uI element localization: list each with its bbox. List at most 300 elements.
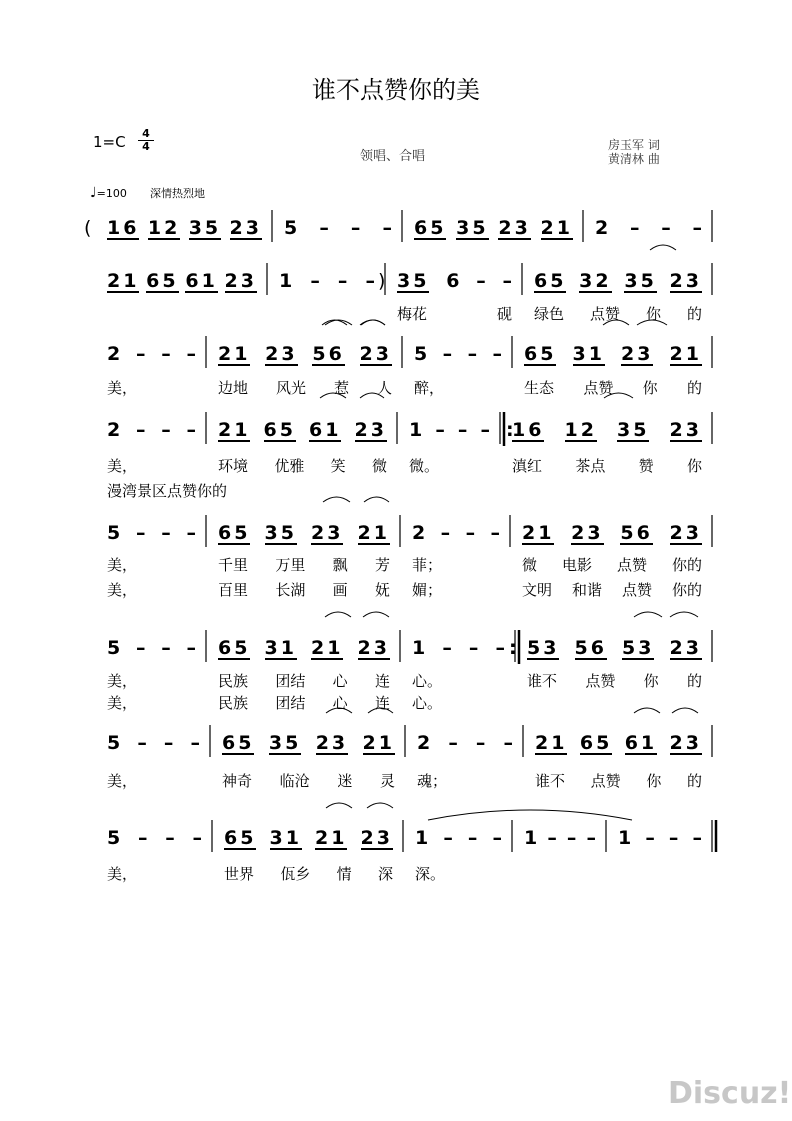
measure-notes bbox=[527, 638, 702, 660]
lyric-word: 心 bbox=[332, 694, 348, 712]
lyric-word: 微 bbox=[522, 556, 538, 574]
note-group: – bbox=[442, 343, 453, 365]
note-group: 53 bbox=[527, 637, 560, 659]
note-group: 5 bbox=[107, 637, 121, 659]
note-group: – bbox=[186, 637, 196, 659]
note-group: 23 bbox=[359, 343, 392, 365]
note-group: 21 bbox=[357, 522, 390, 544]
lyric-word: 点赞 bbox=[167, 482, 198, 500]
lyric-word: 飘 bbox=[332, 556, 348, 574]
lyric-word: 百里 bbox=[218, 581, 249, 599]
measure-notes bbox=[618, 828, 702, 848]
note-group: – bbox=[440, 522, 451, 544]
lyric-text bbox=[397, 303, 512, 324]
lyric-text bbox=[522, 554, 702, 575]
note-group: 21 bbox=[218, 343, 251, 365]
lyric-word: 的 bbox=[686, 772, 702, 790]
note-group: – bbox=[502, 270, 512, 292]
note-group: – bbox=[629, 217, 640, 239]
note-group: 23 bbox=[498, 217, 531, 239]
lyric-word: 微 bbox=[371, 457, 387, 475]
lyric-word: 万里 bbox=[275, 556, 306, 574]
note-group: 21 bbox=[669, 343, 702, 365]
note-group: – bbox=[492, 827, 502, 849]
note-group: 23 bbox=[354, 419, 387, 441]
note-group: – bbox=[165, 827, 175, 849]
lyric-word: 醉， bbox=[414, 379, 445, 397]
note-group: 61 bbox=[309, 419, 342, 441]
measure-notes bbox=[218, 420, 387, 442]
note-group: – bbox=[190, 732, 200, 754]
slur bbox=[634, 612, 662, 617]
measure-notes bbox=[417, 733, 513, 753]
measure-notes bbox=[107, 828, 202, 848]
note-group: – bbox=[476, 270, 486, 292]
note-group: 23 bbox=[669, 419, 702, 441]
note-group: – bbox=[161, 522, 171, 544]
note-group: 12 bbox=[147, 217, 181, 239]
lyric-text bbox=[535, 770, 702, 791]
note-group: 35 bbox=[456, 217, 489, 239]
measure-notes bbox=[535, 733, 702, 755]
note-group: 56 bbox=[574, 637, 607, 659]
note-group: – bbox=[161, 637, 171, 659]
lyric-word: 你的 bbox=[671, 556, 702, 574]
lyric-text bbox=[218, 692, 390, 713]
lyric-text bbox=[414, 377, 502, 398]
lyric-word: 滇红 bbox=[512, 457, 543, 475]
quarter-note-icon: ♩ bbox=[90, 185, 97, 201]
measure-notes bbox=[107, 271, 257, 293]
measure-notes bbox=[414, 344, 502, 364]
lyric-text bbox=[415, 863, 502, 884]
time-signature-top: 4 bbox=[142, 127, 150, 140]
lyric-word: 情 bbox=[336, 865, 352, 883]
measure-notes bbox=[415, 828, 502, 848]
measure-notes bbox=[412, 638, 505, 658]
note-group: 61 bbox=[624, 732, 658, 754]
note-group: – bbox=[457, 419, 468, 441]
lyric-word: 神奇 bbox=[222, 772, 253, 790]
lyric-text bbox=[522, 579, 702, 600]
lyric-word: 美， bbox=[107, 379, 138, 397]
note-group: 56 bbox=[312, 343, 345, 365]
measure-notes bbox=[107, 733, 200, 753]
measure-notes bbox=[284, 218, 392, 238]
note-group: 23 bbox=[571, 522, 604, 544]
note-group: 21 bbox=[311, 637, 344, 659]
note-group: 2 bbox=[107, 343, 121, 365]
note-group: 23 bbox=[669, 732, 702, 754]
note-group: 65 bbox=[218, 637, 251, 659]
measure-notes bbox=[218, 523, 390, 545]
lyric-word: 世界 bbox=[224, 865, 255, 883]
lyric-word: 的 bbox=[686, 379, 702, 397]
lyric-word: 点赞 bbox=[585, 672, 616, 690]
note-group: – bbox=[465, 522, 476, 544]
note-group: – bbox=[135, 343, 146, 365]
measure-notes bbox=[397, 271, 512, 293]
measure-notes bbox=[595, 218, 702, 238]
lyric-word: 连 bbox=[374, 672, 390, 690]
note-group: 2 bbox=[412, 522, 426, 544]
note-group: – bbox=[135, 522, 146, 544]
note-group: 35 bbox=[617, 419, 650, 441]
lyric-text bbox=[218, 554, 390, 575]
lyric-word: 生态 bbox=[524, 379, 555, 397]
note-group: 21 bbox=[362, 732, 395, 754]
note-group: 32 bbox=[579, 270, 612, 292]
note-group: 1 bbox=[524, 827, 538, 849]
note-group: – bbox=[586, 827, 596, 849]
note-group: 23 bbox=[357, 637, 390, 659]
note-group: – bbox=[668, 827, 679, 849]
note-group: 65 bbox=[146, 270, 179, 292]
lyric-word: 你的 bbox=[197, 482, 228, 500]
lyric-word: 迷 bbox=[337, 772, 353, 790]
slur bbox=[326, 803, 352, 808]
lyric-text bbox=[107, 377, 196, 398]
lyric-word: 谁不 bbox=[527, 672, 558, 690]
note-group: 65 bbox=[263, 419, 296, 441]
note-group: – bbox=[645, 827, 655, 849]
note-group: – bbox=[492, 343, 502, 365]
note-group: – bbox=[443, 827, 453, 849]
note-group: 65 bbox=[534, 270, 567, 292]
measure-notes bbox=[412, 523, 500, 543]
lyric-word: 笑 bbox=[330, 457, 346, 475]
lyric-word: 点赞 bbox=[616, 556, 647, 574]
lyricist-credit: 房玉军 词 bbox=[608, 138, 660, 152]
note-group: – bbox=[480, 419, 490, 441]
note-group: – bbox=[186, 419, 196, 441]
lyric-word: 连 bbox=[374, 694, 390, 712]
repeat-end-dots: : bbox=[509, 637, 517, 659]
note-group: – bbox=[350, 217, 361, 239]
note-group: – bbox=[365, 270, 375, 292]
note-group: 21 bbox=[218, 419, 251, 441]
lyric-text bbox=[107, 692, 196, 713]
slur bbox=[634, 708, 660, 713]
slur bbox=[323, 497, 350, 502]
note-group: 6 bbox=[446, 270, 460, 292]
lyric-word: 景区 bbox=[137, 482, 168, 500]
note-group: 21 bbox=[535, 732, 568, 754]
measure-notes bbox=[218, 638, 390, 660]
lyric-word: 风光 bbox=[275, 379, 306, 397]
note-group: – bbox=[161, 419, 171, 441]
lyric-word: 微。 bbox=[409, 457, 440, 475]
measure-notes bbox=[524, 828, 596, 848]
note-group: 5 bbox=[107, 522, 121, 544]
lyric-word: 的 bbox=[686, 672, 702, 690]
note-group: 65 bbox=[224, 827, 257, 849]
measure-notes bbox=[522, 523, 702, 545]
lyric-text bbox=[527, 670, 702, 691]
lyric-word: 点赞 bbox=[621, 581, 652, 599]
lyric-text bbox=[534, 303, 702, 324]
note-group: 23 bbox=[265, 343, 298, 365]
lyric-word: 赞 bbox=[638, 457, 654, 475]
lyric-text bbox=[107, 770, 200, 791]
note-group: 16 bbox=[512, 419, 545, 441]
note-group: 12 bbox=[564, 419, 597, 441]
note-group: – bbox=[337, 270, 348, 292]
close-paren: ) bbox=[378, 270, 386, 292]
slur bbox=[650, 245, 676, 250]
note-group: 23 bbox=[669, 270, 702, 292]
note-group: 21 bbox=[315, 827, 348, 849]
measure-notes bbox=[279, 271, 375, 291]
note-group: 31 bbox=[269, 827, 302, 849]
note-group: 35 bbox=[268, 732, 302, 754]
note-group: 35 bbox=[188, 217, 222, 239]
note-group: – bbox=[163, 732, 174, 754]
song-title: 谁不点赞你的美 bbox=[312, 76, 480, 104]
note-group: 31 bbox=[264, 637, 297, 659]
lyric-word: 民族 bbox=[218, 694, 249, 712]
note-group: – bbox=[135, 419, 146, 441]
measure-notes bbox=[224, 828, 393, 850]
note-group: 1 bbox=[279, 270, 293, 292]
lyric-text bbox=[512, 455, 702, 476]
note-group: – bbox=[192, 827, 202, 849]
note-group: 16 bbox=[107, 217, 140, 239]
note-group: 23 bbox=[669, 522, 702, 544]
lyric-word: 点赞 bbox=[590, 772, 621, 790]
note-group: – bbox=[467, 343, 478, 365]
lyric-word: 心。 bbox=[412, 672, 443, 690]
note-group: – bbox=[382, 217, 392, 239]
lyric-word: 文明 bbox=[522, 581, 553, 599]
lyric-word: 媚； bbox=[412, 581, 443, 599]
measure-notes bbox=[414, 218, 573, 240]
lyric-word: 点赞 bbox=[583, 379, 614, 397]
note-group: 35 bbox=[624, 270, 657, 292]
lyric-word: 的 bbox=[686, 305, 702, 323]
lyric-word: 临沧 bbox=[279, 772, 310, 790]
note-group: – bbox=[495, 637, 505, 659]
lyric-text bbox=[218, 377, 392, 398]
slur bbox=[363, 612, 389, 617]
lyric-word: 绿色 bbox=[534, 305, 565, 323]
note-group: – bbox=[468, 637, 479, 659]
lyric-word: 点赞 bbox=[589, 305, 620, 323]
watermark: Discuz! bbox=[668, 1076, 792, 1111]
expression-mark: 深情热烈地 bbox=[150, 187, 205, 200]
note-group: 61 bbox=[185, 270, 218, 292]
lyric-word: 你 bbox=[646, 772, 662, 790]
lyric-word: 砚 bbox=[496, 305, 512, 323]
lyric-text bbox=[107, 455, 196, 476]
note-group: 23 bbox=[311, 522, 344, 544]
lyric-word: 你 bbox=[686, 457, 702, 475]
lyric-word: 灵 bbox=[379, 772, 395, 790]
lyric-text bbox=[417, 770, 513, 791]
note-group: – bbox=[475, 732, 486, 754]
note-group: – bbox=[490, 522, 500, 544]
note-group: – bbox=[692, 217, 702, 239]
lyric-word: 深 bbox=[377, 865, 393, 883]
key-signature: 1=C bbox=[93, 133, 126, 151]
note-group: 65 bbox=[414, 217, 447, 239]
lyric-word: 美， bbox=[107, 556, 138, 574]
slur bbox=[364, 497, 389, 502]
tie bbox=[428, 810, 632, 820]
lyric-word: 美， bbox=[107, 772, 138, 790]
note-group: 5 bbox=[107, 827, 121, 849]
note-group: 2 bbox=[107, 419, 121, 441]
note-group: 5 bbox=[284, 217, 298, 239]
lyric-word: 你的 bbox=[671, 581, 702, 599]
lyric-text bbox=[412, 692, 505, 713]
note-group: – bbox=[186, 343, 196, 365]
lyric-word: 芳 bbox=[374, 556, 390, 574]
lyric-word: 魂； bbox=[417, 772, 448, 790]
lyric-word: 佤乡 bbox=[280, 865, 311, 883]
lyric-word: 团结 bbox=[275, 694, 306, 712]
lyric-word: 美， bbox=[107, 694, 138, 712]
note-group: 53 bbox=[622, 637, 655, 659]
lyric-word: 你 bbox=[645, 305, 661, 323]
note-group: 65 bbox=[524, 343, 557, 365]
measure-notes bbox=[107, 523, 196, 543]
lyric-text bbox=[218, 579, 390, 600]
lyric-text bbox=[107, 863, 202, 884]
lyric-word: 千里 bbox=[218, 556, 249, 574]
lyric-word: 电影 bbox=[561, 556, 592, 574]
lyric-word: 画 bbox=[332, 581, 348, 599]
measure-notes bbox=[524, 344, 702, 366]
lyric-text bbox=[409, 455, 490, 476]
note-group: 21 bbox=[540, 217, 573, 239]
lyric-word: 心。 bbox=[412, 694, 443, 712]
note-group: – bbox=[319, 217, 329, 239]
lyric-word: 美， bbox=[107, 865, 138, 883]
lyric-word: 惹 bbox=[333, 379, 349, 397]
note-group: 2 bbox=[417, 732, 431, 754]
lyric-word: 心 bbox=[332, 672, 348, 690]
lyric-text bbox=[107, 480, 228, 501]
note-group: 1 bbox=[409, 419, 423, 441]
tempo-value: =100 bbox=[96, 187, 127, 200]
time-signature-bottom: 4 bbox=[138, 140, 154, 153]
note-group: – bbox=[566, 827, 577, 849]
note-group: – bbox=[186, 522, 196, 544]
lyric-text bbox=[524, 377, 702, 398]
lyric-text bbox=[412, 579, 500, 600]
note-group: 5 bbox=[414, 343, 428, 365]
note-group: 2 bbox=[595, 217, 609, 239]
note-group: – bbox=[661, 217, 671, 239]
lyric-word: 梅花 bbox=[397, 305, 428, 323]
lyric-word: 你 bbox=[642, 379, 658, 397]
lyric-text bbox=[218, 455, 387, 476]
note-group: – bbox=[137, 732, 147, 754]
note-group: 23 bbox=[224, 270, 257, 292]
note-group: – bbox=[135, 637, 146, 659]
note-group: 65 bbox=[218, 522, 251, 544]
note-group: – bbox=[310, 270, 320, 292]
lyric-word: 菲； bbox=[412, 556, 443, 574]
lyric-word: 优雅 bbox=[274, 457, 305, 475]
note-group: 23 bbox=[360, 827, 393, 849]
performance-note: 领唱、合唱 bbox=[360, 149, 426, 164]
open-paren: ( bbox=[84, 217, 92, 239]
note-group: 23 bbox=[315, 732, 349, 754]
note-group: – bbox=[692, 827, 702, 849]
lyric-word: 民族 bbox=[218, 672, 249, 690]
lyric-word: 长湖 bbox=[275, 581, 306, 599]
repeat-start-dots: : bbox=[506, 419, 514, 441]
lyric-text bbox=[107, 554, 196, 575]
measure-notes bbox=[222, 733, 395, 755]
note-group: 56 bbox=[620, 522, 653, 544]
lyric-text bbox=[218, 670, 390, 691]
lyric-word: 美， bbox=[107, 672, 138, 690]
note-group: 65 bbox=[579, 732, 613, 754]
lyric-word: 美， bbox=[107, 581, 138, 599]
lyric-word: 人 bbox=[376, 379, 392, 397]
note-group: 23 bbox=[621, 343, 654, 365]
composer-credit: 黄清林 曲 bbox=[608, 152, 660, 166]
lyric-word: 妩 bbox=[374, 581, 390, 599]
lyric-word: 环境 bbox=[218, 457, 249, 475]
lyric-word: 谁不 bbox=[535, 772, 566, 790]
lyric-text bbox=[224, 863, 393, 884]
lyric-text bbox=[412, 554, 500, 575]
note-group: – bbox=[467, 827, 478, 849]
note-group: – bbox=[442, 637, 452, 659]
note-group: – bbox=[503, 732, 513, 754]
measure-notes bbox=[107, 344, 196, 364]
lyric-word: 你 bbox=[643, 672, 659, 690]
slur bbox=[325, 612, 351, 617]
note-group: – bbox=[547, 827, 557, 849]
slur bbox=[361, 320, 385, 325]
lyric-word: 深。 bbox=[415, 865, 446, 883]
measure-notes bbox=[218, 344, 392, 366]
note-group: 1 bbox=[618, 827, 632, 849]
lyric-word: 茶点 bbox=[575, 457, 606, 475]
note-group: 1 bbox=[415, 827, 429, 849]
lyric-word: 和谐 bbox=[571, 581, 602, 599]
lyric-text bbox=[107, 670, 196, 691]
note-group: 21 bbox=[107, 270, 140, 292]
note-group: 21 bbox=[522, 522, 555, 544]
note-group: 35 bbox=[264, 522, 297, 544]
slur bbox=[670, 612, 698, 617]
measure-notes bbox=[409, 420, 490, 440]
note-group: 31 bbox=[572, 343, 605, 365]
lyric-word: 漫湾 bbox=[107, 482, 138, 500]
measure-notes bbox=[512, 420, 702, 442]
note-group: 23 bbox=[229, 217, 262, 239]
note-group: 35 bbox=[397, 270, 430, 292]
measure-notes bbox=[107, 420, 196, 440]
lyric-text bbox=[222, 770, 395, 791]
note-group: 1 bbox=[412, 637, 426, 659]
lyric-word: 边地 bbox=[218, 379, 249, 397]
note-group: 23 bbox=[669, 637, 702, 659]
note-group: – bbox=[161, 343, 171, 365]
note-group: – bbox=[435, 419, 445, 441]
lyric-word: 团结 bbox=[275, 672, 306, 690]
note-group: – bbox=[448, 732, 458, 754]
lyric-word: 美， bbox=[107, 457, 138, 475]
measure-notes bbox=[107, 638, 196, 658]
measure-notes bbox=[107, 218, 262, 240]
